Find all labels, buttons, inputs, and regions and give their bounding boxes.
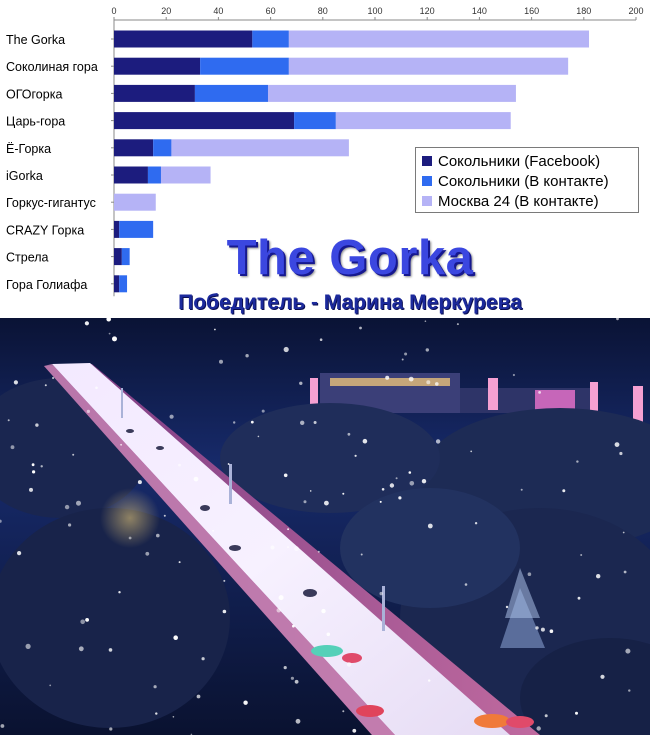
snowflake [164,515,166,517]
snowflake [173,635,178,640]
snowflake [324,501,329,506]
snow-slide-photo [0,318,650,735]
bar-segment [114,139,153,156]
snowflake [426,348,429,351]
snowflake [528,572,532,576]
category-label: ОГОгорка [6,87,63,102]
x-tick-label: 60 [265,6,276,16]
bar-segment [114,31,252,48]
snowflake [95,387,98,390]
snowflake [320,338,323,341]
snowflake [35,423,38,426]
snowflake [436,439,440,443]
snowflake [295,680,299,684]
x-tick-label: 140 [471,6,487,16]
snowflake [284,474,288,478]
snowflake [223,610,227,614]
bar-segment [252,31,289,48]
bar-segment [114,194,156,211]
snowflake [262,410,265,413]
x-tick-label: 180 [576,6,592,16]
snowflake [279,595,284,600]
snowflake [538,391,541,394]
snowflake [292,625,295,628]
snowflake [11,445,15,449]
snowflake [422,479,426,483]
snowflake [291,677,294,680]
snowflake [382,488,385,491]
snowflake [49,685,51,687]
snowflake [361,554,363,556]
snowflake [68,523,71,526]
snowflake [233,421,235,423]
snowflake [80,620,85,625]
x-tick-label: 160 [524,6,540,16]
snowflake [245,354,248,357]
snowflake [14,380,18,384]
snowflake [625,649,630,654]
legend-label: Сокольники (Facebook) [438,152,601,170]
snowflake [304,500,307,503]
snowflake [85,321,89,325]
snowflake [576,460,578,462]
bar-segment [114,85,195,102]
snowflake [409,471,412,474]
snowflake [277,608,281,612]
snowflake [537,726,541,730]
snowflake [154,685,157,688]
snowflake [396,477,398,479]
category-label: Царь-гора [6,114,66,129]
snowflake [426,380,430,384]
snowflake [428,679,430,681]
legend-swatch-vk [422,176,432,186]
snowflake [284,666,287,669]
snowflake [202,657,205,660]
snowflake [465,583,468,586]
category-label: Ё-Горка [6,141,52,156]
headline-title: The Gorka [226,231,474,285]
snowflake [145,552,149,556]
x-tick-label: 80 [317,6,328,16]
snowflake [619,452,622,455]
snowflake [41,465,43,467]
snowflake [355,455,357,457]
snowflake [624,571,627,574]
snowflake [29,488,33,492]
snowflake [76,501,81,506]
snowflake [347,662,352,667]
category-label: Горкус-гигантус [6,196,96,211]
snowflake [409,377,414,382]
snowflake [348,433,351,436]
snowflake [1,724,5,728]
x-tick-label: 0 [111,6,117,16]
legend-label: Москва 24 (В контакте) [438,192,599,210]
snowflake [380,501,382,503]
snowflake [596,574,600,578]
legend-item-facebook [422,151,638,171]
snowflake [109,648,113,652]
snowflake [318,551,320,553]
legend-item-vk [422,171,638,191]
snowflake [321,609,325,613]
snowflake [578,597,581,600]
category-label: Гора Голиафа [6,277,88,292]
snowflake [228,463,230,465]
snowflake [457,323,459,325]
bar-segment [289,31,589,48]
x-tick-label: 200 [628,6,644,16]
snowflake [118,591,120,593]
snowflake [342,493,344,495]
snowflake [223,580,225,582]
snowflake [32,470,35,473]
snowflake [600,675,604,679]
snowflake [138,480,142,484]
legend-item-moscow24 [422,191,638,211]
legend-swatch-facebook [422,156,432,166]
chart-area [0,0,650,318]
chart-legend [415,147,639,213]
snowflake [535,626,538,629]
x-tick-label: 120 [419,6,435,16]
snowflake [545,714,548,717]
snowflake [314,421,317,424]
snowflake [65,505,69,509]
bar-segment [195,85,268,102]
bar-segment [114,58,200,75]
snowflake [109,333,111,335]
snowflake [541,628,545,632]
snowflake [550,629,554,633]
snowflake [385,376,389,380]
bar-segment [268,85,516,102]
snowflake [45,384,47,386]
snowflake [284,347,289,352]
snowflake [623,532,625,534]
snowflake [129,537,132,540]
snowflake [156,534,160,538]
snowflake [562,489,565,492]
snowflake [72,454,74,456]
snowflake [410,481,415,486]
snowflake [87,410,90,413]
snowflake [425,320,427,322]
snowflake [428,524,433,529]
snowflake [178,464,181,467]
snowflake [212,530,214,532]
snowflake [342,710,344,712]
bar-segment [114,112,294,129]
snowflake [32,463,35,466]
snowflake [120,444,122,446]
snowflake [363,439,368,444]
snowflake [170,415,174,419]
x-tick-label: 100 [367,6,383,16]
snowflake [327,633,331,637]
snowflake [26,644,31,649]
snowflake [470,451,472,453]
snowflake [258,436,260,438]
category-label: CRAZY Горка [6,223,85,238]
category-label: iGorka [6,169,43,183]
bar-segment [171,139,348,156]
snowflake [85,618,89,622]
snowflake [506,606,508,608]
snowflake [173,716,175,718]
bar-segment [200,58,289,75]
bar-segment [114,167,148,184]
snowflake [435,382,439,386]
snowflake [52,377,54,379]
snowflake [475,522,477,524]
snowflake [294,546,299,551]
headline-winner: Победитель - Марина Меркурева [178,291,522,314]
bar-segment [294,112,336,129]
snowflake [513,374,515,376]
legend-swatch-moscow24 [422,196,432,206]
snowflake [243,701,247,705]
snowflake [580,554,582,556]
snowflake [390,483,394,487]
snowflake [179,561,181,563]
snowflake [194,477,199,482]
x-tick-label: 20 [161,6,172,16]
snowflake [251,421,254,424]
category-label: The Gorka [6,33,66,47]
snowflake [615,442,620,447]
category-label: Соколиная гора [6,60,98,75]
bar-segment [161,167,211,184]
snowflake [628,689,630,691]
snowflake [352,729,356,733]
snowflake [575,712,578,715]
snowflake [404,353,407,356]
bar-segment [289,58,568,75]
snowflake [79,646,84,651]
snowflake [197,695,201,699]
snowflake [402,359,404,361]
snowflake [296,719,301,724]
legend-label: Сокольники (В контакте) [438,172,609,190]
snowflake [17,551,21,555]
snowflake [287,546,289,548]
snowflake [109,727,112,730]
bar-segment [153,139,171,156]
x-tick-label: 40 [213,6,224,16]
snowflake [8,419,10,421]
snowflake [359,327,362,330]
snowflake [112,336,117,341]
bar-segment [148,167,161,184]
snowflake [300,421,304,425]
snowflake [398,496,401,499]
snowflake [219,360,223,364]
category-label: Стрела [6,250,49,265]
snowflake [214,329,216,331]
snowflake [299,382,302,385]
snowflake [380,592,383,595]
bar-segment [336,112,511,129]
snowflake [521,489,523,491]
snowflake [310,490,312,492]
snowflake [271,546,275,550]
snowflake [287,528,289,530]
snowflake [155,712,157,714]
